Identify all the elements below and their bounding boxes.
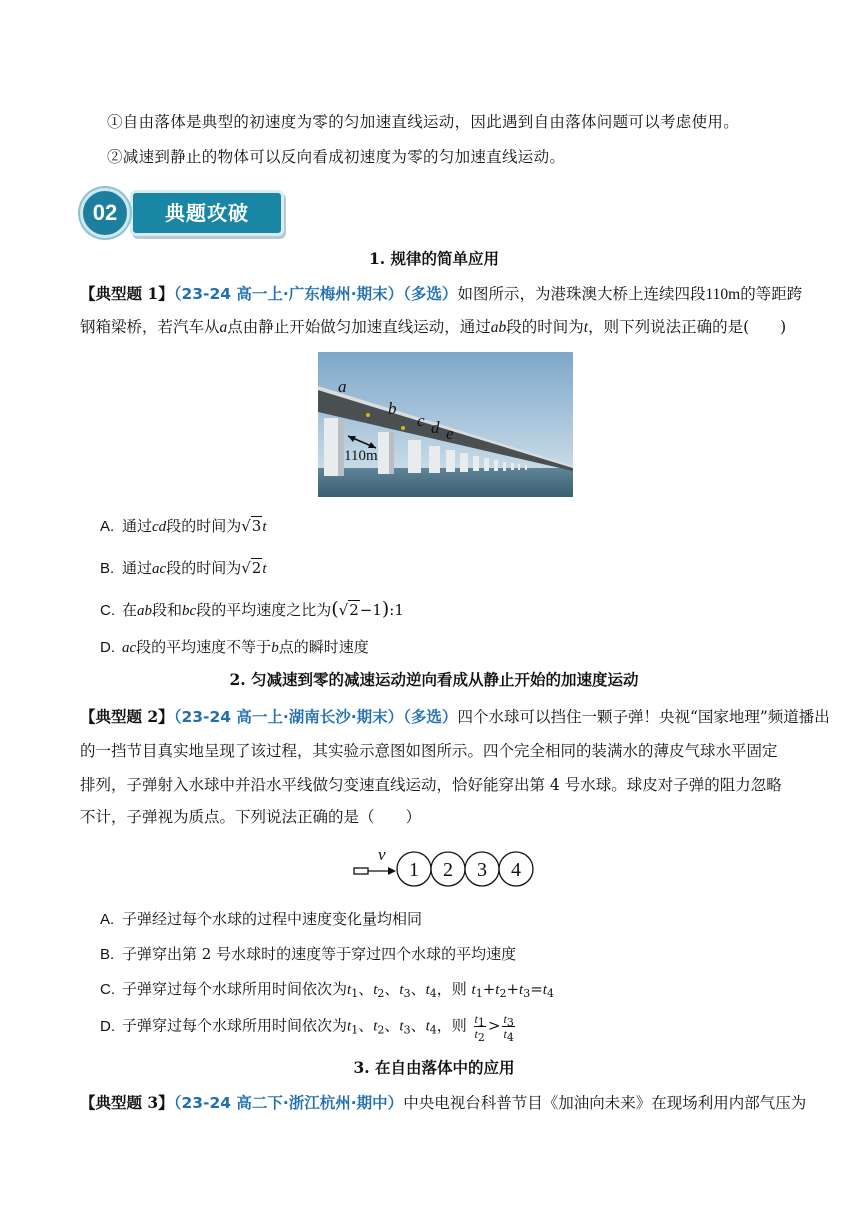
intro-note-1: ①自由落体是典型的初速度为零的匀加速直线运动，因此遇到自由落体问题可以考虑使用。 [107, 113, 740, 131]
water-balls-figure [350, 844, 540, 894]
ball-label-2: 2 [443, 859, 453, 881]
figure-label-c: c [417, 411, 425, 430]
question-1-option-b[interactable]: B. 通过ac段的时间为√2t [100, 559, 267, 577]
ball-label-1: 1 [409, 859, 419, 881]
question-1-option-a[interactable]: A. 通过cd段的时间为√3t [100, 517, 267, 535]
section-number-badge: 02 [80, 188, 130, 238]
figure-label-e: e [446, 424, 454, 443]
question-2-tag: 【典型题 2】 [80, 707, 174, 726]
question-3-tag: 【典型题 3】 [80, 1093, 174, 1112]
section-title-badge: 典题攻破 [130, 190, 284, 236]
question-2-option-a[interactable]: A. 子弹经过每个水球的过程中速度变化量均相同 [100, 910, 423, 928]
intro-note-2: ②减速到静止的物体可以反向看成初速度为零的匀加速直线运动。 [107, 148, 566, 166]
question-3-line-1: 【典型题 3】（23-24 高二下·浙江杭州·期中）中央电视台科普节目《加油向未来》在现场利用内部气压为 [80, 1093, 807, 1112]
figure-distance-label: 110m [344, 448, 378, 464]
figure-label-d: d [431, 418, 440, 437]
subsection-title-2: 2. 匀减速到零的减速运动逆向看成从静止开始的加速度运动 [229, 670, 639, 689]
bridge-photo [318, 352, 573, 497]
figure-label-b: b [388, 399, 397, 418]
figure-label-a: a [338, 377, 347, 396]
question-2-option-d[interactable]: D. 子弹穿过每个水球所用时间依次为$t_1$、$t_2$、$t_3$、$t_4$，则 $\frac{t_1}{t_2}$ > $\frac{t_3}{t_4}$ [100, 1012, 514, 1044]
question-2-option-b[interactable]: B. 子弹穿出第 2 号水球时的速度等于穿过四个水球的平均速度 [100, 945, 517, 963]
ball-label-3: 3 [477, 859, 487, 881]
question-2-line-2: 的一挡节目真实地呈现了该过程，其实验示意图如图所示。四个完全相同的装满水的薄皮气球水平固定 [80, 742, 778, 760]
question-1-line-2: 钢箱梁桥，若汽车从a点由静止开始做匀加速直线运动，通过ab段的时间为t，则下列说法正确的是( ) [80, 318, 787, 336]
question-2-line-1: 【典型题 2】（23-24 高一上·湖南长沙·期末）（多选）四个水球可以挡住一颗子弹！央视“国家地理”频道播出 [80, 707, 830, 726]
subsection-title-3: 3. 在自由落体中的应用 [353, 1058, 515, 1077]
question-3-source: （23-24 高二下·浙江杭州·期中） [173, 1094, 404, 1112]
subsection-title-1: 1. 规律的简单应用 [368, 249, 500, 268]
question-1-line-1: 【典型题 1】（23-24 高一上·广东梅州·期末）（多选）如图所示，为港珠澳大桥上连续四段110m的等距跨 [80, 284, 803, 303]
question-2-line-3: 排列，子弹射入水球中并沿水平线做匀变速直线运动，恰好能穿出第 4 号水球。球皮对子弹的阻力忽略 [80, 776, 782, 794]
question-1-option-d[interactable]: D. ac段的平均速度不等于b点的瞬时速度 [100, 638, 369, 656]
velocity-label: v [378, 845, 386, 864]
question-2-option-c[interactable]: C. 子弹穿过每个水球所用时间依次为$t_1$、$t_2$、$t_3$、$t_4$，则 $t_1+t_2+t_3=t_4$ [100, 980, 554, 1000]
question-1-tag: 【典型题 1】 [80, 284, 174, 303]
question-2-line-4: 不计，子弹视为质点。下列说法正确的是（ ） [80, 808, 422, 826]
question-2-source: （23-24 高一上·湖南长沙·期末）（多选） [173, 708, 458, 726]
question-1-source: （23-24 高一上·广东梅州·期末）（多选） [173, 285, 458, 303]
ball-label-4: 4 [511, 859, 521, 881]
question-1-option-c[interactable]: C. 在ab段和bc段的平均速度之比为(√2−1):1 [100, 598, 404, 620]
